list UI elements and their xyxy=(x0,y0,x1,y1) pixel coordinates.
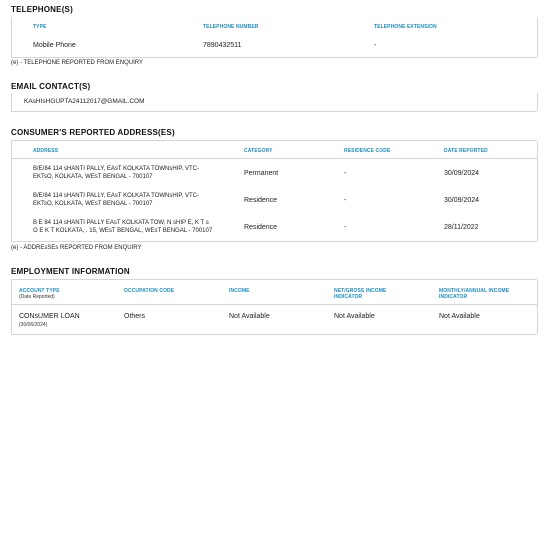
address-line-1: B E 84 114 sHANTI PALLY EAsT KOLKATA TOW, N sHIP E, K T s xyxy=(33,220,209,226)
phone-extension: - xyxy=(374,42,377,49)
telephones-table xyxy=(11,17,537,58)
header-telephone-extension: TELEPHONE EXTENSION xyxy=(374,24,437,30)
email-value: KAsHIsHGUPTA24112017@GMAIL.COM xyxy=(24,98,145,105)
address-note: (e) - ADDREsSEs REPORTED FROM ENQUIRY xyxy=(11,245,142,251)
header-account-type: ACCOUNT TYPE xyxy=(19,288,60,294)
header-address: ADDRESS xyxy=(33,148,59,154)
employment-net-gross: Not Available xyxy=(334,313,375,320)
address-residence-code: - xyxy=(344,170,347,177)
header-date-reported: DATE REPORTED xyxy=(444,148,488,154)
address-line-2: O E K T KOLKATA, . 15, WEsT BENGAL, WEsT BENGAL - 700107 xyxy=(33,228,213,234)
address-line-1: B/E/84 114 sHANTI PALLY, EAsT KOLKATA TOWNsHIP, VTC- xyxy=(33,166,199,172)
header-type: TYPE xyxy=(33,24,47,30)
phone-number: 7890432511 xyxy=(203,42,242,49)
header-net-gross-indicator: NET/GROSS INCOME INDICATOR xyxy=(334,288,387,300)
email-box xyxy=(11,93,537,112)
address-category: Permanent xyxy=(244,170,279,177)
telephones-title: TELEPHONE(S) xyxy=(11,5,73,14)
address-date: 28/11/2022 xyxy=(444,224,479,231)
employment-account-date: (30/06/2024) xyxy=(19,322,48,328)
employment-occupation: Others xyxy=(124,313,146,320)
address-line-1: B/E/84 114 sHANTI PALLY, EAsT KOLKATA TOWNsHIP, VTC- xyxy=(33,193,199,199)
header-category: CATEGORY xyxy=(244,148,273,154)
address-category: Residence xyxy=(244,197,278,204)
employment-table xyxy=(11,279,537,335)
employment-income: Not Available xyxy=(229,313,270,320)
addresses-table xyxy=(11,140,537,242)
address-category: Residence xyxy=(244,224,278,231)
address-line-2: EKTsO, KOLKATA, WEsT BENGAL - 700107 xyxy=(33,174,153,180)
employment-title: EMPLOYMENT INFORMATION xyxy=(11,267,130,276)
address-date: 30/09/2024 xyxy=(444,197,480,204)
address-date: 30/09/2024 xyxy=(444,170,480,177)
header-income: INCOME xyxy=(229,288,250,294)
address-line-2: EKTsO, KOLKATA, WEsT BENGAL - 700107 xyxy=(33,201,153,207)
address-residence-code: - xyxy=(344,197,347,204)
header-date-reported-sub: (Date Reported) xyxy=(19,294,55,300)
header-residence-code: RESIDENCE CODE xyxy=(344,148,391,154)
telephone-note: (e) - TELEPHONE REPORTED FROM ENQUIRY xyxy=(11,60,144,66)
addresses-title: CONSUMER'S REPORTED ADDRESS(ES) xyxy=(11,128,175,137)
employment-monthly-annual: Not Available xyxy=(439,313,480,320)
header-occupation-code: OCCUPATION CODE xyxy=(124,288,175,294)
employment-account-type: CONsUMER LOAN xyxy=(19,313,80,320)
email-title: EMAIL CONTACT(S) xyxy=(11,82,91,91)
header-telephone-number: TELEPHONE NUMBER xyxy=(203,24,259,30)
address-residence-code: - xyxy=(344,224,347,231)
phone-type: Mobile Phone xyxy=(33,42,76,49)
header-monthly-annual-indicator: MONTHLY/ANNUAL INCOME INDICATOR xyxy=(439,288,510,300)
